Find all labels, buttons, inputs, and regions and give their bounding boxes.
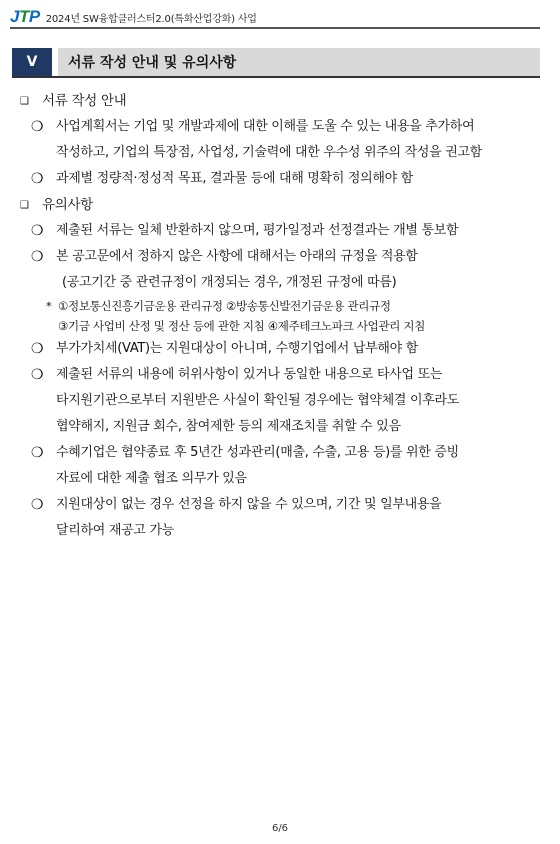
list-item: ❍ 사업계획서는 기업 및 개발과제에 대한 이해를 도울 수 있는 내용을 추가하여 [20, 114, 545, 140]
section-heading [12, 48, 540, 78]
list-item: ❍ 과제별 정량적·정성적 목표, 결과물 등에 대해 명확히 정의해야 함 [20, 166, 545, 192]
list-item-continuation: 협약해지, 지원금 회수, 참여제한 등의 제재조치를 취할 수 있음 [56, 419, 401, 434]
list-item: ❍ 수혜기업은 협약종료 후 5년간 성과관리(매출, 수출, 고용 등)를 위한 증빙 [20, 440, 545, 466]
list-item: ❍ 제출된 서류의 내용에 허위사항이 있거나 동일한 내용으로 타사업 또는 [20, 362, 545, 388]
page-header [10, 6, 540, 28]
list-item: ❍ 지원대상이 없는 경우 선정을 하지 않을 수 있으며, 기간 및 일부내용을 [20, 492, 545, 518]
circle-bullet-icon: ❍ [31, 249, 44, 265]
note-marker: * [46, 299, 52, 313]
list-item: ❍ 본 공고문에서 정하지 않은 사항에 대해서는 아래의 규정을 적용함 [20, 244, 545, 270]
header-title: 2024년 SW융합클러스터2.0(특화산업강화) 사업 [45, 13, 257, 25]
group-heading [20, 192, 545, 218]
list-item: ❍ 부가가치세(VAT)는 지원대상이 아니며, 수행기업에서 납부해야 함 [20, 336, 545, 362]
page-number: 6/6 [271, 823, 289, 834]
jtp-logo: JTP [10, 7, 40, 26]
group-heading-text: 서류 작성 안내 [42, 93, 127, 109]
section-number: V [12, 48, 52, 76]
circle-bullet-icon: ❍ [31, 223, 44, 239]
group-heading-text: 유의사항 [42, 197, 93, 213]
square-bullet-icon: ❑ [20, 96, 29, 107]
regulation-note: * ①정보통신진흥기금운용 관리규정 ②방송통신발전기금운용 관리규정 [20, 296, 545, 316]
list-item: ❍ 제출된 서류는 일체 반환하지 않으며, 평가일정과 선정결과는 개별 통보함 [20, 218, 545, 244]
circle-bullet-icon: ❍ [31, 171, 44, 187]
list-item-note: (공고기간 중 관련규정이 개정되는 경우, 개정된 규정에 따름) [62, 275, 397, 290]
circle-bullet-icon: ❍ [31, 367, 44, 383]
list-item-continuation: 타지원기관으로부터 지원받은 사실이 확인될 경우에는 협약체결 이후라도 [56, 393, 459, 408]
circle-bullet-icon: ❍ [31, 119, 44, 135]
regulation-note: ③기금 사업비 산정 및 정산 등에 관한 지침 ④제주테크노파크 사업관리 지침 [58, 319, 426, 333]
square-bullet-icon: ❑ [20, 200, 29, 211]
circle-bullet-icon: ❍ [31, 341, 44, 357]
group-heading [20, 88, 545, 114]
header-divider [10, 27, 540, 29]
list-item-continuation: 작성하고, 기업의 특장점, 사업성, 기술력에 대한 우수성 위주의 작성을 권고함 [56, 145, 482, 160]
list-item-continuation: 자료에 대한 제출 협조 의무가 있음 [56, 471, 247, 486]
circle-bullet-icon: ❍ [31, 497, 44, 513]
section-title: 서류 작성 안내 및 유의사항 [58, 48, 540, 76]
circle-bullet-icon: ❍ [31, 445, 44, 461]
document-body [20, 88, 545, 544]
list-item-continuation: 달리하여 재공고 가능 [56, 523, 174, 538]
